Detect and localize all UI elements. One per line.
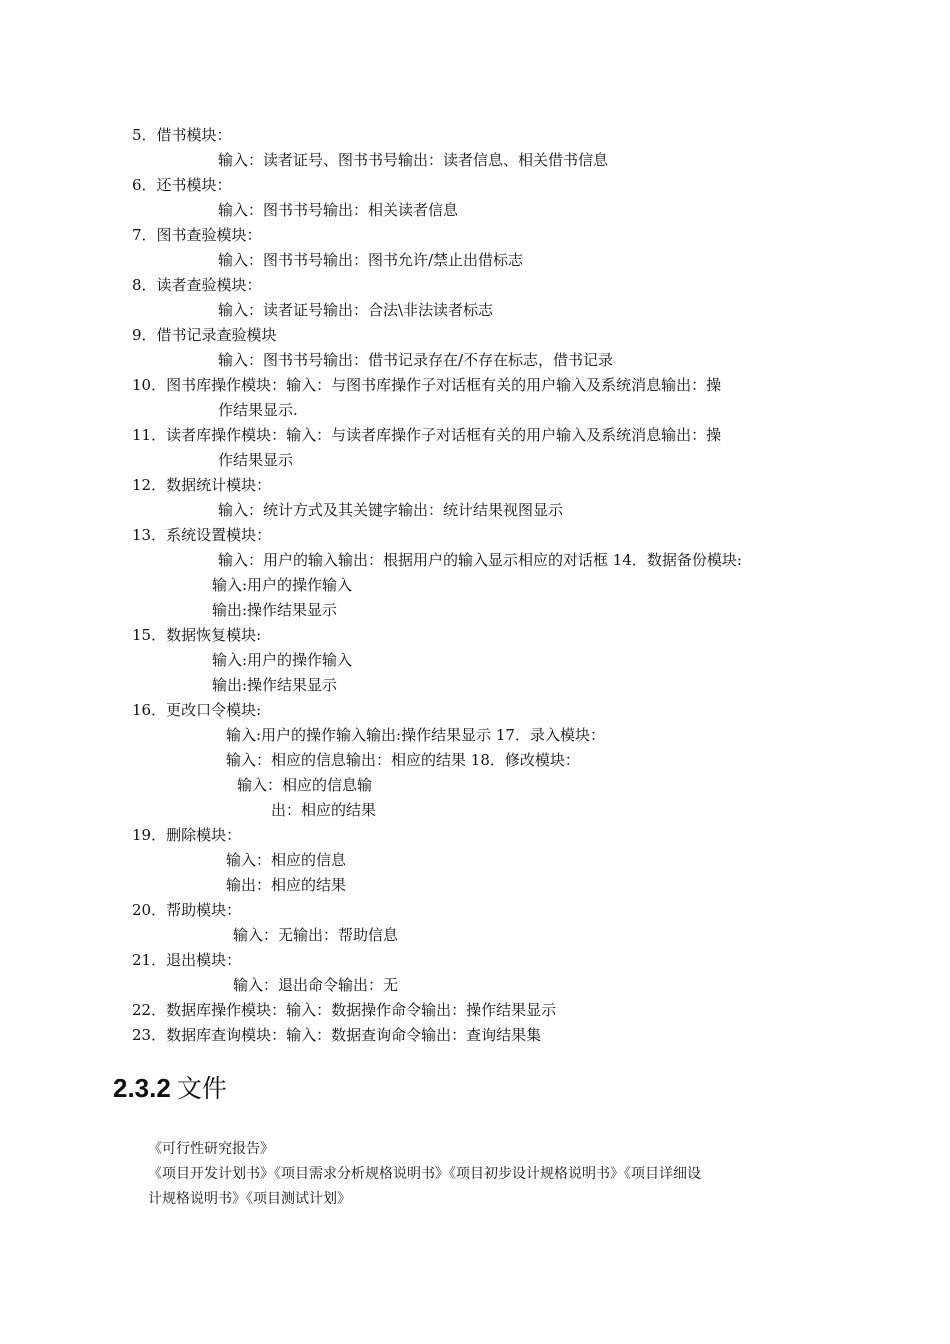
module-9-title: 9．借书记录查验模块 (132, 326, 277, 344)
section-heading (113, 1071, 227, 1109)
module-19-input: 输入：相应的信息 (226, 851, 347, 869)
module-18-output: 出：相应的结果 (271, 801, 377, 819)
module-17-io: 输入：相应的信息输出：相应的结果 18．修改模块： (226, 751, 580, 769)
module-15-title: 15．数据恢复模块: (132, 626, 262, 644)
module-11-title: 11．读者库操作模块：输入：与读者库操作子对话框有关的用户输入及系统消息输出：操 (132, 426, 722, 444)
module-12-io: 输入：统计方式及其关键字输出：统计结果视图显示 (218, 501, 564, 519)
section-number: 2.3.2 (113, 1073, 171, 1103)
module-13-io: 输入：用户的输入输出：根据用户的输入显示相应的对话框 14．数据备份模块: (218, 551, 742, 569)
module-7-title: 7．图书查验模块： (132, 226, 262, 244)
module-19-output: 输出：相应的结果 (226, 876, 347, 894)
module-6-io: 输入：图书书号输出：相关读者信息 (218, 201, 459, 219)
module-13-title: 13．系统设置模块： (132, 526, 272, 544)
module-22-title: 22．数据库操作模块：输入：数据操作命令输出：操作结果显示 (132, 1001, 557, 1019)
module-5-title: 5．借书模块： (132, 126, 232, 144)
module-16-title: 16．更改口令模块: (132, 701, 262, 719)
module-16-io: 输入:用户的操作输入输出:操作结果显示 17．录入模块： (226, 726, 605, 744)
module-20-io: 输入：无输出：帮助信息 (233, 926, 399, 944)
module-14-input: 输入:用户的操作输入 (212, 576, 353, 594)
document-line: 计规格说明书》《项目测试计划》 (148, 1191, 351, 1207)
module-8-title: 8．读者查验模块： (132, 276, 262, 294)
module-7-io: 输入：图书书号输出：图书允许/禁止出借标志 (218, 251, 524, 269)
module-10-io: 作结果显示. (218, 401, 298, 419)
document-line: 《可行性研究报告》 (148, 1141, 274, 1157)
section-title: 文件 (176, 1074, 227, 1103)
module-8-io: 输入：读者证号输出：合法\非法读者标志 (218, 301, 494, 319)
module-18-input: 输入：相应的信息输 (237, 776, 373, 794)
module-20-title: 20．帮助模块： (132, 901, 242, 919)
module-15-output: 输出:操作结果显示 (212, 676, 338, 694)
module-6-title: 6．还书模块： (132, 176, 232, 194)
module-14-output: 输出:操作结果显示 (212, 601, 338, 619)
module-19-title: 19．删除模块： (132, 826, 242, 844)
module-9-io: 输入：图书书号输出：借书记录存在/不存在标志，借书记录 (218, 351, 614, 369)
module-10-title: 10．图书库操作模块：输入：与图书库操作子对话框有关的用户输入及系统消息输出：操 (132, 376, 722, 394)
module-11-io: 作结果显示 (218, 451, 294, 469)
module-5-io: 输入：读者证号、图书书号输出：读者信息、相关借书信息 (218, 151, 609, 169)
module-21-io: 输入：退出命令输出：无 (233, 976, 399, 994)
module-23-title: 23．数据库查询模块：输入：数据查询命令输出：查询结果集 (132, 1026, 542, 1044)
module-15-input: 输入:用户的操作输入 (212, 651, 353, 669)
module-21-title: 21．退出模块： (132, 951, 242, 969)
module-12-title: 12．数据统计模块： (132, 476, 272, 494)
document-line: 《项目开发计划书》《项目需求分析规格说明书》《项目初步设计规格说明书》《项目详细设 (148, 1166, 701, 1182)
